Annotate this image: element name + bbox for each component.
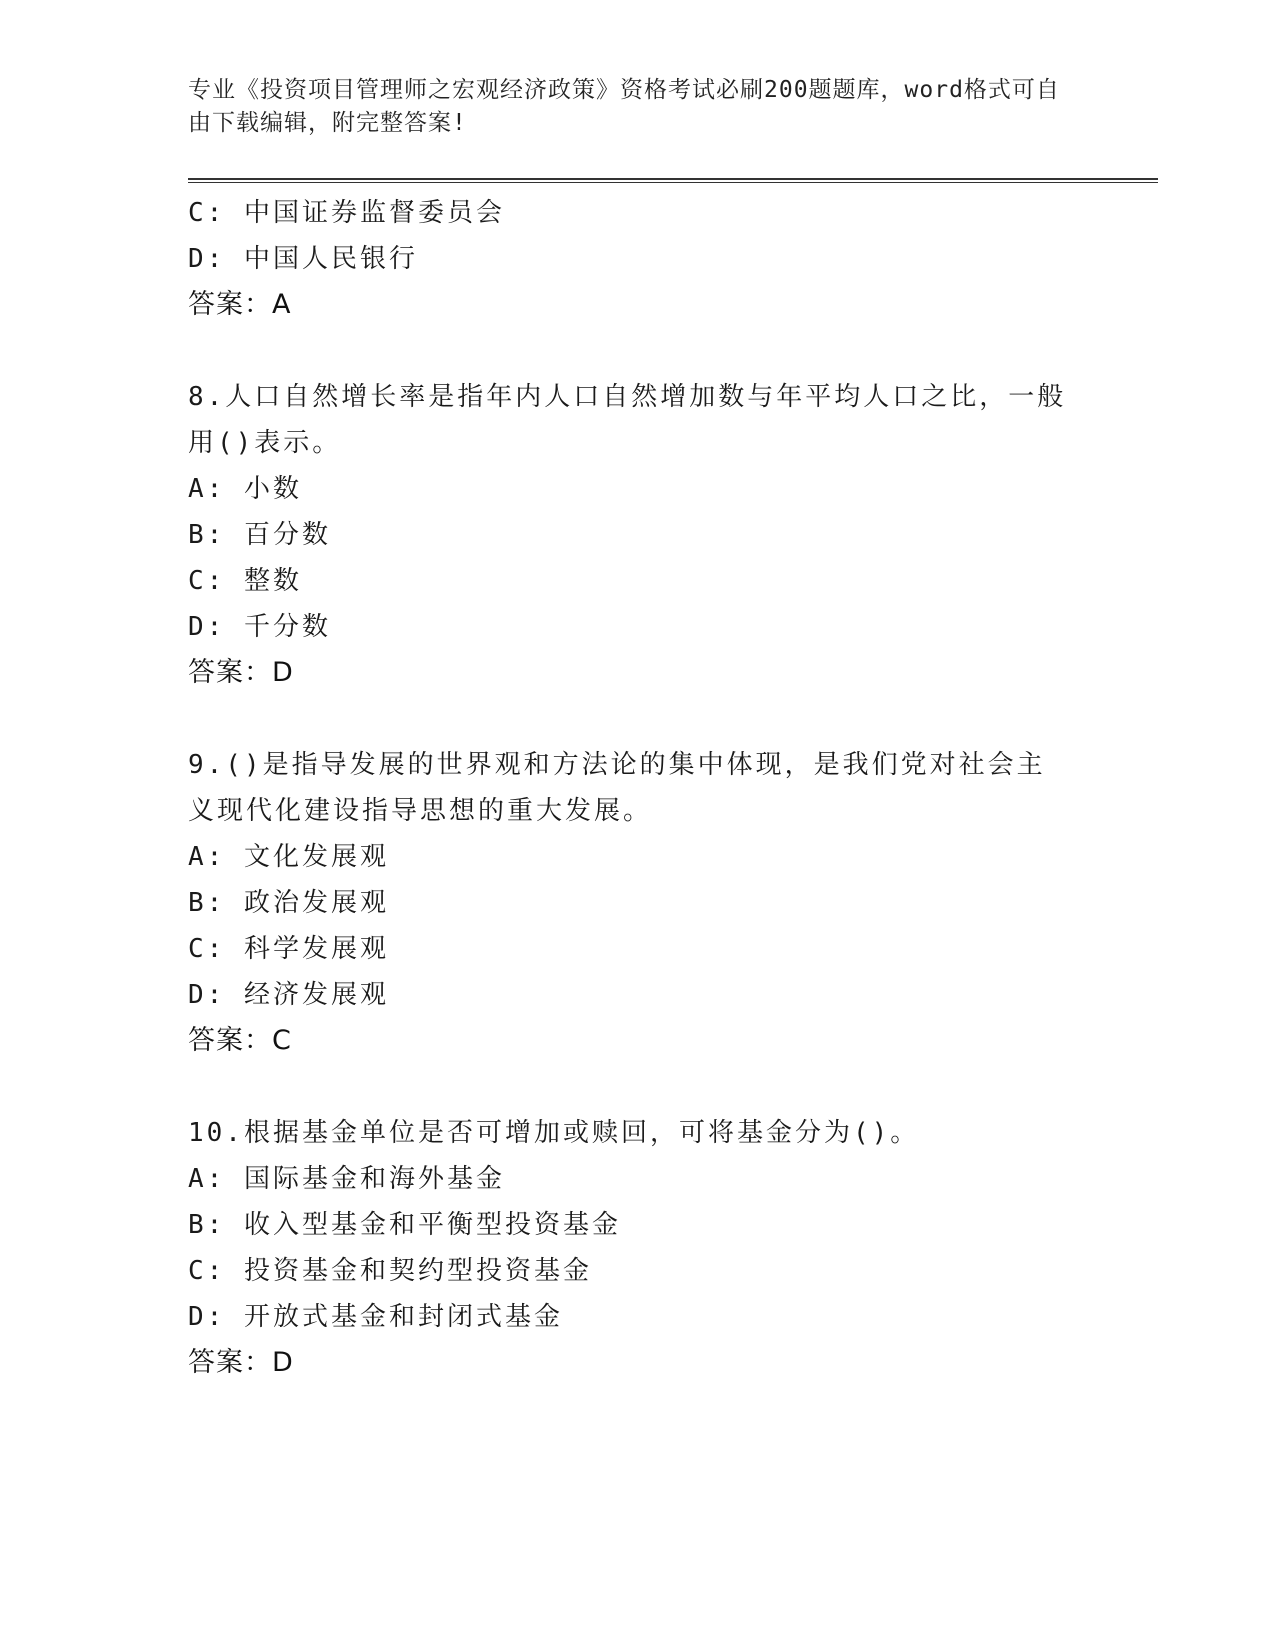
spacer — [188, 328, 1088, 374]
option-b: B: 百分数 — [188, 520, 331, 550]
answer-line: 答案：D — [188, 1347, 294, 1378]
option-c: C: 整数 — [188, 566, 302, 596]
option-d: D: 开放式基金和封闭式基金 — [188, 1302, 563, 1332]
option-b: B: 政治发展观 — [188, 888, 389, 918]
option-b: B: 收入型基金和平衡型投资基金 — [188, 1210, 621, 1240]
question-8 — [188, 374, 1088, 696]
question-text: 10.根据基金单位是否可增加或赎回，可将基金分为()。 — [188, 1118, 920, 1148]
answer-line: 答案：C — [188, 1025, 292, 1056]
spacer — [188, 1064, 1088, 1110]
answer-line: 答案：D — [188, 657, 294, 688]
question-content — [188, 190, 1088, 1386]
question-10 — [188, 1110, 1088, 1386]
option-d: D: 千分数 — [188, 612, 331, 642]
question-9 — [188, 742, 1088, 1064]
option-c: C: 中国证券监督委员会 — [188, 198, 505, 228]
spacer — [188, 696, 1088, 742]
question-text: 8.人口自然增长率是指年内人口自然增加数与年平均人口之比，一般用()表示。 — [188, 382, 1067, 458]
question-text: 9.()是指导发展的世界观和方法论的集中体现，是我们党对社会主义现代化建设指导思想的重大发展。 — [188, 750, 1046, 826]
option-a: A: 国际基金和海外基金 — [188, 1164, 505, 1194]
page-header-title: 专业《投资项目管理师之宏观经济政策》资格考试必刷200题题库，word格式可自由下载编辑，附完整答案! — [188, 77, 1060, 136]
header-divider — [188, 178, 1158, 183]
option-c: C: 科学发展观 — [188, 934, 389, 964]
option-c: C: 投资基金和契约型投资基金 — [188, 1256, 592, 1286]
question-7-tail — [188, 190, 1088, 328]
option-d: D: 中国人民银行 — [188, 244, 418, 274]
answer-line: 答案：A — [188, 289, 292, 320]
option-a: A: 文化发展观 — [188, 842, 389, 872]
option-d: D: 经济发展观 — [188, 980, 389, 1010]
option-a: A: 小数 — [188, 474, 302, 504]
